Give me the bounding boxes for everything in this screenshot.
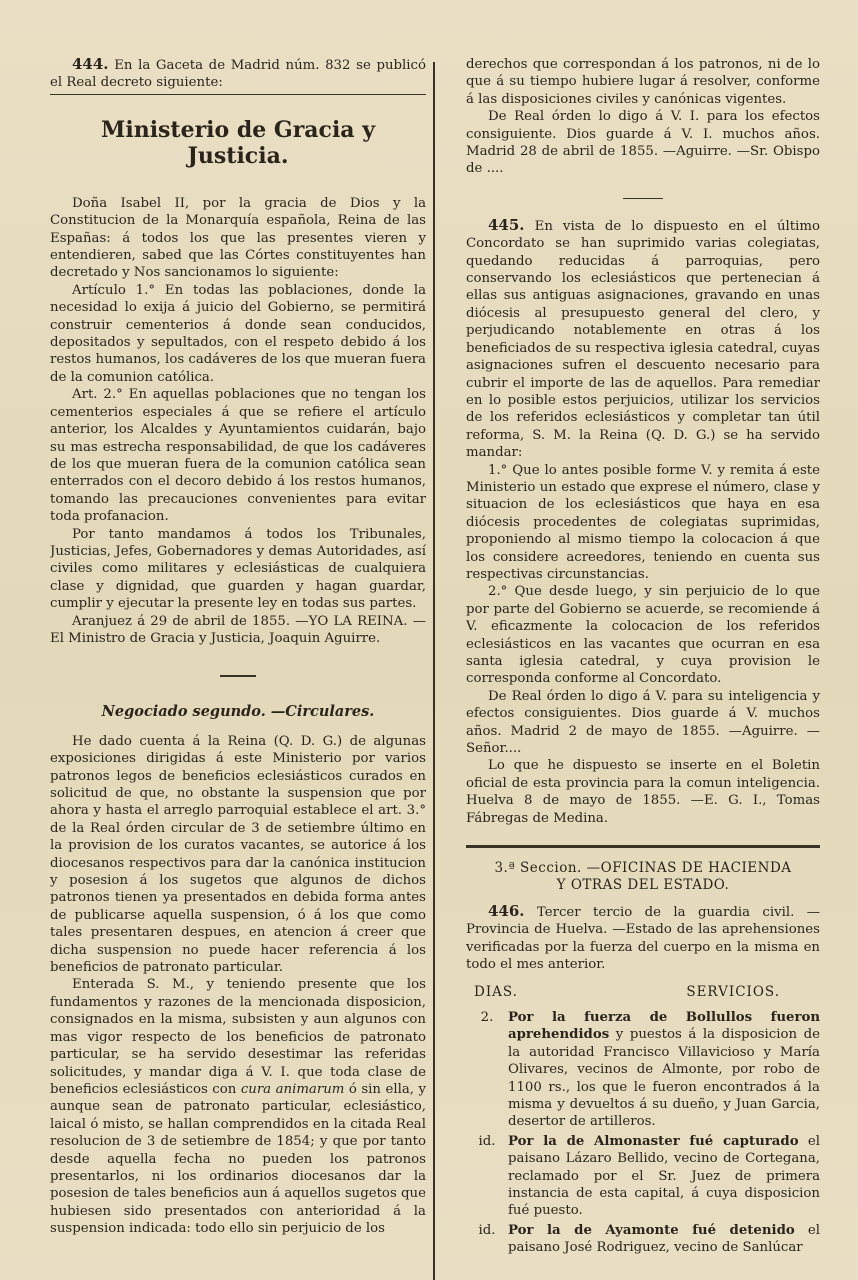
service-day: id.: [478, 1222, 496, 1238]
service-text: Por la de Ayamonte fué detenido el paisano José Rodriguez, vecino de Sanlúcar: [508, 1222, 820, 1256]
order-446: 446. Tercer tercio de la guardia civil. —Provincia de Huelva. —Estado de las aprehensiones verificadas por la fuerza del cuerpo en la misma en todo el mes anterior.: [466, 901, 820, 973]
section-rule: [220, 675, 256, 677]
circular-continuation: derechos que correspondan á los patronos, ni de lo que á su tiempo hubiere lugar á resolver, conforme á las disposiciones civiles y canónicas vigentes.: [466, 57, 820, 107]
circular-paragraph-2: Enterada S. M., y teniendo presente que los fundamentos y razones de la mencionada disposicion, consignados en la misma, subsisten y aun algunos con mas vigor respecto de los beneficios de patronato particular, se ha servido desestimar las referidas solicitudes, y mandar diga á V. I. que toda clase de beneficios eclesiásticos con cura animarum ó sin ella, y aunque sean de patronato particular, eclesiástico, laical ó misto, se hallan comprendidos en la citada Real resolucion de 3 de setiembre de 1854; y que por tanto desde aquella fecha no pueden los patronos presentarlos, ni los ordinarios diocesanos dar la posesion de tales beneficios aun á aquellos sugetos que hubiesen sido presentados con anterioridad á la suspension indicada: todo ello sin perjuicio de los: [50, 977, 426, 1237]
circular-paragraph-1: He dado cuenta á la Reina (Q. D. G.) de algunas exposiciones dirigidas á este Ministerio por varios patronos legos de beneficios eclesiásticos curados en solicitud de que, no obstante la suspension que por ahora y hasta el arreglo parroquial establece el art. 3.° de la Real órden circular de 3 de setiembre último en la provision de los curatos vacantes, se autorice á los diocesanos respectivos para dar la canónica institucion y posesion á los sugetos que algunos de dichos patronos tienen ya presentados en debida forma antes de publicarse aquella suspension, ó á los que como tales presentaren despues, en atencion á creer que dicha suspension no puede hacer referencia á los beneficios de patronato particular.: [50, 733, 426, 976]
table-row: [466, 1222, 820, 1257]
column-divider: [433, 62, 435, 1280]
header-rule: [50, 94, 426, 95]
section-heading-line-2: Y OTRAS DEL ESTADO.: [556, 877, 730, 894]
service-text: Por la de Almonaster fué capturado el paisano Lázaro Bellido, vecino de Cortegana, reclamado por el Sr. Juez de primera instancia de esta capital, á cuya disposicion fué puesto.: [508, 1133, 820, 1219]
decree-signature: Aranjuez á 29 de abril de 1855. —YO LA REINA. —El Ministro de Gracia y Justicia, Joaquin Aguirre.: [50, 613, 426, 646]
divider-rule: [623, 198, 663, 199]
section-heading-line-1: 3.ª Seccion. —OFICINAS DE HACIENDA: [494, 860, 792, 877]
dias-header: DIAS.: [474, 983, 518, 1000]
governor-note: Lo que he dispuesto se inserte en el Boletin oficial de esta provincia para la comun inteligencia. Huelva 8 de mayo de 1855. —E. G. I., Tomas Fábregas de Medina.: [466, 758, 820, 826]
table-row: [466, 1009, 820, 1131]
left-column: [50, 56, 426, 1280]
article-1: Artículo 1.° En todas las poblaciones, donde la necesidad lo exija á juicio del Gobierno, se permitirá construir cementerios á donde sean conducidos, depositados y sepultados, con el respeto debido á los restos humanos, los cadáveres de los que mueran fuera de la comunion católica.: [50, 282, 426, 385]
services-table-header: [466, 984, 820, 1001]
right-column: [466, 56, 820, 1280]
ministry-title: Ministerio de Gracia y Justicia.: [100, 116, 375, 169]
order-445: 445. En vista de lo dispuesto en el último Concordato se han suprimido varias colegiatas, quedando reducidas á parroquias, pero conservando los eclesiásticos que pertenecian á ellas sus antiguas asignaciones, gravando en unas diócesis al presupuesto general del clero, y perjudicando notablemente en otras á los beneficiados de su respectiva iglesia catedral, cuyas asignaciones sufren el descuento necesario para cubrir el importe de las de aquellos. Para remediar en lo posible estos perjuicios, utilizar los servicios de los referidos eclesiásticos y completar tan útil reforma, S. M. la Reina (Q. D. G.) se ha servido mandar:: [466, 215, 820, 461]
service-day: 2.: [480, 1009, 494, 1025]
order-item-1: 1.° Que lo antes posible forme V. y remita á este Ministerio un estado que exprese el número, clase y situacion de los eclesiásticos que haya en esa diócesis procedentes de colegiatas suprimidas, proponiendo al mismo tiempo la colocacion á que los considere acreedores, teniendo en cuenta sus respectivas circunstancias.: [466, 462, 820, 582]
royal-order-2: De Real órden lo digo á V. para su inteligencia y efectos consiguientes. Dios guarde á V. muchos años. Madrid 2 de mayo de 1855. —Aguirre. —Señor....: [466, 688, 820, 757]
royal-order-1: De Real órden lo digo á V. I. para los efectos consiguiente. Dios guarde á V. I. muchos años. Madrid 28 de abril de 1855. —Aguirre. —Sr. Obispo de ....: [466, 109, 820, 177]
negociado-heading: Negociado segundo. —Circulares.: [101, 703, 375, 721]
order-item-2: 2.° Que desde luego, y sin perjuicio de lo que por parte del Gobierno se acuerde, se recomiende á V. eficazmente la colocacion de los referidos eclesiásticos en las vacantes que ocurran en esa santa iglesia catedral, y cuya provision le corresponda conforme al Concordato.: [466, 584, 820, 687]
service-text: Por la fuerza de Bollullos fueron aprehendidos y puestos á la disposicion de la autoridad Francisco Villavicioso y María Olivares, vecinos de Almonte, por robo de 1100 rs., los que le fueron encontrados á la misma y devueltos á su dueño, y Juan Garcia, desertor de artilleros.: [508, 1009, 820, 1130]
servicios-header: SERVICIOS.: [686, 983, 780, 1000]
decree-intro: 444. En la Gaceta de Madrid núm. 832 se publicó el Real decreto siguiente:: [50, 56, 426, 91]
decree-preamble: Doña Isabel II, por la gracia de Dios y la Constitucion de la Monarquía española, Reina de las Españas: á todos los que las presentes vieren y entendieren, sabed que las Córtes constituyentes han decretado y Nos sancionamos lo siguiente:: [50, 195, 426, 281]
service-day: id.: [478, 1133, 496, 1149]
article-2: Art. 2.° En aquellas poblaciones que no tengan los cementerios especiales á que se refiere el artículo anterior, los Alcaldes y Ayuntamientos cuidarán, bajo su mas estrecha responsabilidad, de que los cadáveres de los que mueran fuera de la comunion católica sean enterrados con el decoro debido á los restos humanos, tomando las precauciones convenientes para evitar toda profanacion.: [50, 387, 426, 525]
section-thick-rule: [466, 845, 820, 848]
table-row: [466, 1133, 820, 1220]
decree-mandate: Por tanto mandamos á todos los Tribunales, Justicias, Jefes, Gobernadores y demas Autoridades, así civiles como militares y eclesiásticas de cualquiera clase y dignidad, que guarden y hagan guardar, cumplir y ejecutar la presente ley en todas sus partes.: [50, 526, 426, 612]
